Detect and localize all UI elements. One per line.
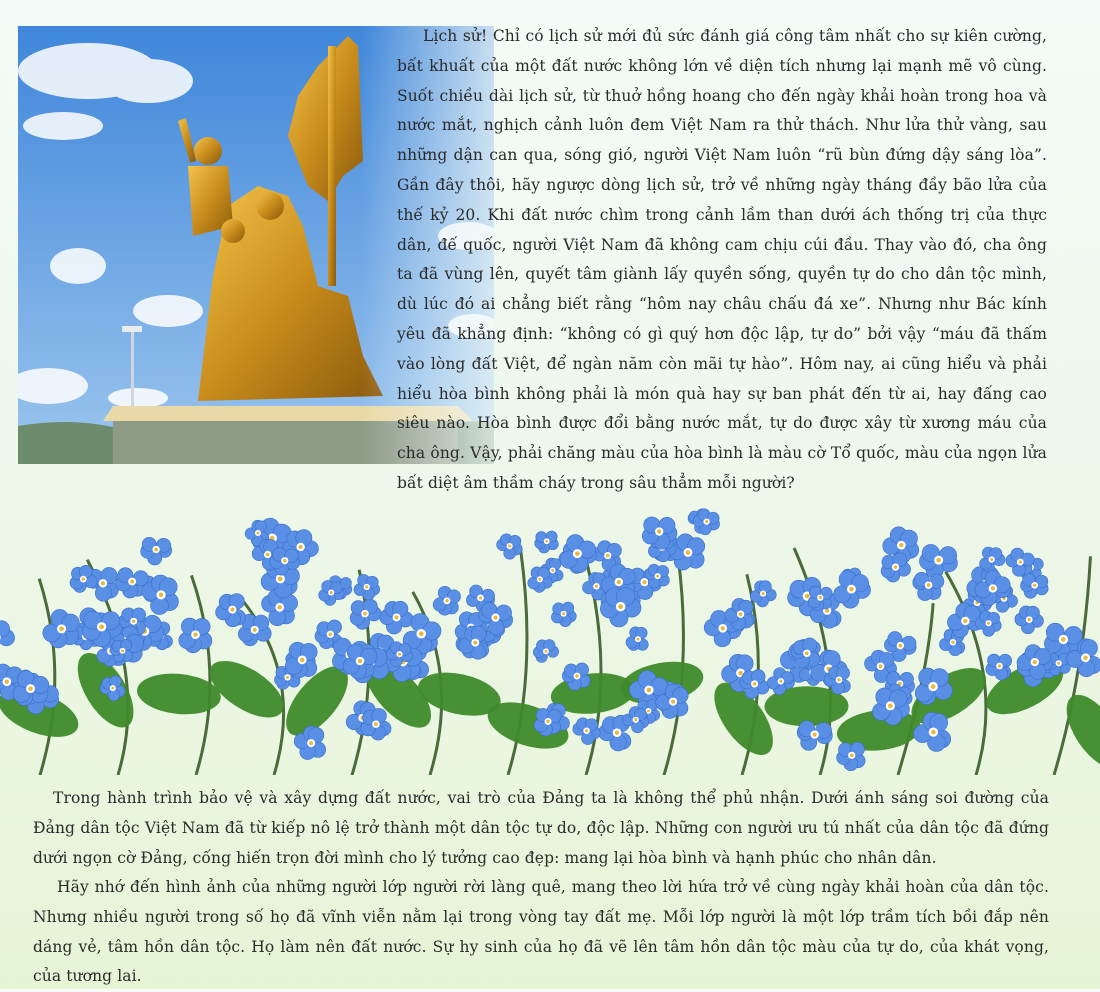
sacrifice-paragraph: Hãy nhớ đến hình ảnh của những người lớp người rời làng quê, mang theo lời hứa trở về cùng ngày khải hoàn của dân tộc. Nhưng nhiều người trong số họ đã vĩnh viễn nằm lại trong vòng tay đất mẹ. Mỗi lớp người là một lớp trầm tích bồi đắp nên dáng vẻ, tâm hồn dân tộc. Họ làm nên đất nước. Sự hy sinh của họ đã vẽ lên tâm hồn dân tộc màu của tự do, của khát vọng, của tương lai. <box>33 878 1049 986</box>
party-role-paragraph: Trong hành trình bảo vệ và xây dựng đất nước, vai trò của Đảng ta là không thể phủ nhận. Dưới ánh sáng soi đường của Đảng dân tộc Việt Nam đã từ kiếp nô lệ trở thành một dân tộc tự do, độc lập. Những con người ưu tú nhất của dân tộc đã đứng dưới ngọn cờ Đảng, cống hiến trọn đời mình cho lý tưởng cao đẹp: mang lại hòa bình và hạnh phúc cho nhân dân. <box>33 789 1049 867</box>
intro-paragraph: Lịch sử! Chỉ có lịch sử mới đủ sức đánh giá công tâm nhất cho sự kiên cường, bất khuất của một đất nước không lớn về diện tích nhưng lại mạnh mẽ vô cùng. Suốt chiều dài lịch sử, từ thuở hồng hoang cho đến ngày khải hoàn trong hoa và nước mắt, nghịch cảnh luôn đem Việt Nam ra thử thách. Như lửa thử vàng, sau những dận can qua, sóng gió, người Việt Nam luôn “rũ bùn đứng dậy sáng lòa”. Gần đây thôi, hãy ngược dòng lịch sử, trở về những ngày tháng đầy bão lửa của thế kỷ 20. Khi đất nước chìm trong cảnh lầm than dưới ách thống trị của thực dân, đế quốc, người Việt Nam đã không cam chịu cúi đầu. Thay vào đó, cha ông ta đã vùng lên, quyết tâm giành lấy quyền sống, quyền tự do cho dân tộc mình, dù lúc đó ai chẳng biết rằng “hôm nay châu chấu đá xe”. Nhưng như Bác kính yêu đã khẳng định: “không có gì quý hơn độc lập, tự do” bởi vậy “máu đã thấm vào lòng đất Việt, để ngàn năm còn mãi tự hào”. Hôm nay, ai cũng hiểu và phải hiểu hòa bình không phải là món quà hay sự ban phát đến từ ai, hay đấng cao siêu nào. Hòa bình được đổi bằng nước mắt, tự do được xây từ xương máu của cha ông. Vậy, phải chăng màu của hòa bình là màu cờ Tổ quốc, màu của ngọn lửa bất diệt âm thầm cháy trong sâu thẳm mỗi người? <box>397 27 1047 492</box>
flower-divider-image <box>0 505 1100 775</box>
